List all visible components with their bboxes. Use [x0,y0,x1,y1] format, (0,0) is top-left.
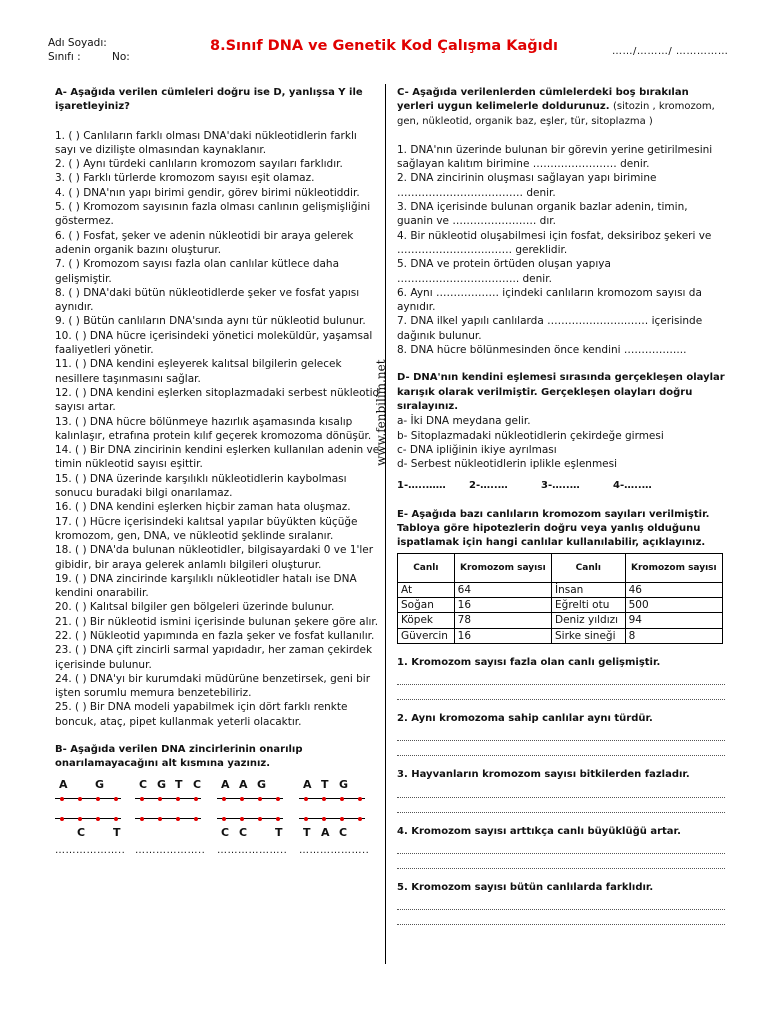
statement-item: 16. ( ) DNA kendini eşlerken hiçbir zaman hata oluşmaz. [55,501,351,514]
statement-item: 7. ( ) Kromozom sayısı fazla olan canlılar kütlece daha gelişmiştir. [55,258,340,285]
section-d-title: D- DNA'nın kendini eşlemesi sırasında gerçekleşen olaylar karışık olarak verilmiştir. Gerçekleşen olayları doğru sıralayınız. [397,372,725,412]
column-divider [385,84,386,964]
statement-item: 15. ( ) DNA üzerinde karşılıklı nükleotidlerin kaybolması sonucu buradaki bilgi onarılamaz. [55,472,347,500]
fill-blank-item: 2. DNA zincirinin oluşması sağlayan yapı birimine ……………………………… denir. [397,172,657,199]
statement-item: 20. ( ) Kalıtsal bilgiler gen bölgeleri üzerinde bulunur. [55,601,335,614]
nucleotide-label: G [339,777,349,791]
nucleotide-label: A [221,777,230,791]
table-cell: Deniz yıldızı [552,613,626,628]
nucleotide-label: T [175,777,183,791]
hypothesis-question: 4. Kromozom sayısı arttıkça canlı büyüklüğü artar. [397,825,681,837]
table-row [398,582,723,597]
watermark: www.fenbilim.net [374,359,388,466]
table-header-cell: Canlı [398,553,455,582]
answer-line[interactable] [397,854,725,869]
nucleotide-dot [358,797,362,801]
table-cell: 16 [454,628,551,643]
event-item: a- İki DNA meydana gelir. [397,415,531,428]
table-cell: 500 [625,597,722,612]
order-answer-blank[interactable]: 1-…..…… [397,480,446,492]
fill-blank-item: 7. DNA ilkel yapılı canlılarda …………………..…… içerisinde dağınık bulunur. [397,315,703,342]
answer-blank[interactable]: ……………….. [217,844,288,856]
section-d-list [397,414,725,471]
nucleotide-dot [240,797,244,801]
statement-item: 1. ( ) Canlıların farklı olması DNA'daki nükleotidlerin farklı sayı ve dizilişte olmasından kaynaklanır. [55,129,357,156]
hypothesis-question: 5. Kromozom sayısı bütün canlılarda farklıdır. [397,881,654,893]
nucleotide-dot [340,817,344,821]
nucleotide-label: T [303,825,311,839]
dna-strand [217,777,288,878]
statement-item: 25. ( ) Bir DNA modeli yapabilmek için dört farklı renkte boncuk, ataç, pipet kullanmak yeterli olacaktır. [55,701,348,728]
nucleotide-label: C [239,825,248,839]
nucleotide-label: G [157,777,167,791]
right-column [397,86,725,925]
statement-item: 14. ( ) Bir DNA zincirinin kendini eşlerken kullanılan adenin ve timin nükleotid sayısı eşittir. [55,444,380,471]
nucleotide-dot [114,797,118,801]
nucleotide-dot [140,817,144,821]
nucleotide-dot [322,817,326,821]
nucleotide-dot [60,797,64,801]
table-row [398,613,723,628]
statement-item: 6. ( ) Fosfat, şeker ve adenin nükleotidi bir araya gelerek adenin organik bazını oluşturur. [55,229,354,256]
section-b-title: B- Aşağıda verilen DNA zincirlerinin onarılıp onarılamayacağını alt kısmına yazınız. [55,744,303,770]
nucleotide-dot [358,817,362,821]
statement-item: 2. ( ) Aynı türdeki canlıların kromozom sayıları farklıdır. [55,158,343,171]
table-cell: Sirke sineği [552,628,626,643]
statement-item: 18. ( ) DNA'da bulunan nükleotidler, bilgisayardaki 0 ve 1'ler gibidir, bir araya gelerek anlamlı bilgileri oluşturur. [55,544,374,571]
fill-blank-item: 1. DNA'nın üzerinde bulunan bir görevin yerine getirilmesini sağlayan kalıtım birimine …………………… denir. [397,143,713,171]
table-cell: At [398,582,455,597]
nucleotide-label: G [95,777,105,791]
section-c-title: C- Aşağıda verilenlerden cümlelerdeki boş bırakılan yerleri uygun kelimelerle doldurunuz. (sitozin , kromozom, gen, nükleotid, organik baz, eşler, tür, sitoplazma ) [397,87,715,127]
nucleotide-dot [322,797,326,801]
date-field: ……/………/ …………… [612,46,729,57]
nucleotide-dot [140,797,144,801]
answer-line[interactable] [397,910,725,925]
statement-item: 13. ( ) DNA hücre bölünmeye hazırlık aşamasında kısalıp kalınlaşır, etrafına protein kılıf geçerek kromozoma dönüşür. [55,415,372,442]
name-label: Adı Soyadı: [48,37,107,49]
section-c-list [397,143,725,357]
statement-item: 19. ( ) DNA zincirinde karşılıklı nükleotidler hatalı ise DNA kendini onarabilir. [55,572,357,600]
table-header-cell: Kromozom sayısı [625,553,722,582]
strand-line [299,798,365,799]
nucleotide-label: C [139,777,148,791]
statement-item: 12. ( ) DNA kendini eşlerken sitoplazmadaki serbest nükleotid sayısı artar. [55,386,380,414]
section-a-title: A- Aşağıda verilen cümleleri doğru ise D, yanlışsa Y ile işaretleyiniz? [55,87,363,113]
nucleotide-label: T [275,825,283,839]
nucleotide-dot [114,817,118,821]
dna-strand [135,777,206,878]
nucleotide-label: T [113,825,121,839]
order-answer-blank[interactable]: 4-…..… [613,480,652,492]
table-cell: İnsan [552,582,626,597]
nucleotide-dot [194,817,198,821]
table-cell: Güvercin [398,628,455,643]
answer-line[interactable] [397,839,725,854]
answer-blank[interactable]: ……………….. [299,844,370,856]
order-answer-blank[interactable]: 3-…..… [541,480,580,492]
nucleotide-dot [96,817,100,821]
nucleotide-label: T [321,777,329,791]
statement-item: 9. ( ) Bütün canlıların DNA'sında aynı tür nükleotid bulunur. [55,315,366,328]
nucleotide-dot [60,817,64,821]
statement-item: 4. ( ) DNA'nın yapı birimi gendir, görev birimi nükleotiddir. [55,186,360,199]
strand-line [217,818,283,819]
table-cell: 78 [454,613,551,628]
nucleotide-dot [194,797,198,801]
table-header-cell: Kromozom sayısı [454,553,551,582]
table-cell: 16 [454,597,551,612]
table-header-cell: Canlı [552,553,626,582]
fill-blank-item: 3. DNA içerisinde bulunan organik bazlar adenin, timin, guanin ve …………………… dır. [397,201,688,228]
nucleotide-dot [304,817,308,821]
chromosome-table [397,553,723,644]
strand-line [55,798,121,799]
strand-line [217,798,283,799]
event-item: d- Serbest nükleotidlerin iplikle eşlenmesi [397,458,618,471]
nucleotide-dot [276,797,280,801]
nucleotide-label: A [239,777,248,791]
hypothesis-question: 3. Hayvanların kromozom sayısı bitkilerden fazladır. [397,769,690,781]
fill-blank-item: 4. Bir nükleotid oluşabilmesi için fosfat, deksiriboz şekeri ve ……………………..……. gereklidir. [397,229,712,256]
nucleotide-dot [222,797,226,801]
nucleotide-dot [222,817,226,821]
answer-line[interactable] [397,670,725,685]
strand-line [55,818,121,819]
nucleotide-dot [304,797,308,801]
answer-line[interactable] [397,685,725,700]
nucleotide-label: C [77,825,86,839]
statement-item: 8. ( ) DNA'daki bütün nükleotidlerde şeker ve fosfat yapısı aynıdır. [55,286,360,314]
table-cell: Köpek [398,613,455,628]
answer-line[interactable] [397,726,725,741]
section-e-questions [397,656,725,925]
answer-line[interactable] [397,783,725,798]
table-row [398,597,723,612]
page-title: 8.Sınıf DNA ve Genetik Kod Çalışma Kağıdı [210,38,558,54]
nucleotide-dot [176,817,180,821]
nucleotide-dot [158,797,162,801]
event-item: c- DNA ipliğinin ikiye ayrılması [397,443,557,456]
fill-blank-item: 5. DNA ve protein örtüden oluşan yapıya …………………………….. denir. [397,258,611,285]
nucleotide-label: A [321,825,330,839]
table-cell: Soğan [398,597,455,612]
nucleotide-dot [258,797,262,801]
nucleotide-label: C [339,825,348,839]
answer-line[interactable] [397,798,725,813]
nucleotide-dot [340,797,344,801]
statement-item: 5. ( ) Kromozom sayısının fazla olması canlının gelişmişliğini göstermez. [55,201,371,228]
strand-line [135,818,201,819]
section-d-answers [397,479,725,493]
nucleotide-label: A [303,777,312,791]
dna-strand [55,777,126,878]
fill-blank-item: 8. DNA hücre bölünmesinden önce kendini ……………... [397,344,687,357]
dna-strands [55,778,385,878]
nucleotide-dot [176,797,180,801]
statement-item: 17. ( ) Hücre içerisindeki kalıtsal yapılar büyükten küçüğe kromozom, gen, DNA, ve nükleotid şeklinde sıralanır. [55,515,358,542]
strand-line [135,798,201,799]
dna-strand [299,777,370,878]
table-cell: 46 [625,582,722,597]
nucleotide-label: C [193,777,202,791]
fill-blank-item: 6. Aynı ……………… içindeki canlıların kromozom sayısı da aynıdır. [397,286,702,314]
nucleotide-dot [276,817,280,821]
strand-line [299,818,365,819]
nucleotide-dot [96,797,100,801]
no-label: No: [112,51,130,63]
nucleotide-label: G [257,777,267,791]
answer-line[interactable] [397,741,725,756]
section-a-list [55,129,380,729]
left-column [55,86,380,878]
table-cell: 64 [454,582,551,597]
section-e-title: E- Aşağıda bazı canlıların kromozom sayıları verilmiştir. Tabloya göre hipotezlerin doğru veya yanlış olduğunu ispatlamak için hangi canlılar kullanılabilir, açıklayınız. [397,508,710,549]
hypothesis-question: 2. Aynı kromozoma sahip canlılar aynı türdür. [397,713,653,725]
statement-item: 24. ( ) DNA'yı bir kurumdaki müdürüne benzetirsek, geni bir işten sorumlu memura benzetebiliriz. [55,672,371,700]
answer-blank[interactable]: ……………….. [55,844,126,856]
statement-item: 11. ( ) DNA kendini eşleyerek kalıtsal bilgilerin gelecek nesillere taşınmasını sağlar. [55,358,342,385]
hypothesis-question: 1. Kromozom sayısı fazla olan canlı gelişmiştir. [397,656,661,668]
nucleotide-dot [240,817,244,821]
order-answer-blank[interactable]: 2-…..… [469,480,508,492]
statement-item: 22. ( ) Nükleotid yapımında en fazla şeker ve fosfat kullanılır. [55,629,375,642]
nucleotide-dot [258,817,262,821]
nucleotide-dot [78,817,82,821]
word-bank: (sitozin , kromozom, gen, nükleotid, organik baz, eşler, tür, sitoplazma ) [397,101,715,127]
table-cell: 8 [625,628,722,643]
nucleotide-dot [158,817,162,821]
statement-item: 10. ( ) DNA hücre içerisindeki yönetici moleküldür, yaşamsal faaliyetleri yönetir. [55,329,373,357]
table-cell: 94 [625,613,722,628]
statement-item: 23. ( ) DNA çift zincirli sarmal yapıdadır, her zaman çekirdek içerisinde bulunur. [55,644,373,671]
table-cell: Eğrelti otu [552,597,626,612]
nucleotide-dot [78,797,82,801]
answer-line[interactable] [397,895,725,910]
table-row [398,628,723,643]
nucleotide-label: C [221,825,230,839]
class-label: Sınıfı : [48,51,81,63]
statement-item: 3. ( ) Farklı türlerde kromozom sayısı eşit olamaz. [55,172,315,185]
event-item: b- Sitoplazmadaki nükleotidlerin çekirdeğe girmesi [397,429,664,442]
statement-item: 21. ( ) Bir nükleotid ismini içerisinde bulunan şekere göre alır. [55,615,379,628]
nucleotide-label: A [59,777,68,791]
answer-blank[interactable]: ……………….. [135,844,206,856]
